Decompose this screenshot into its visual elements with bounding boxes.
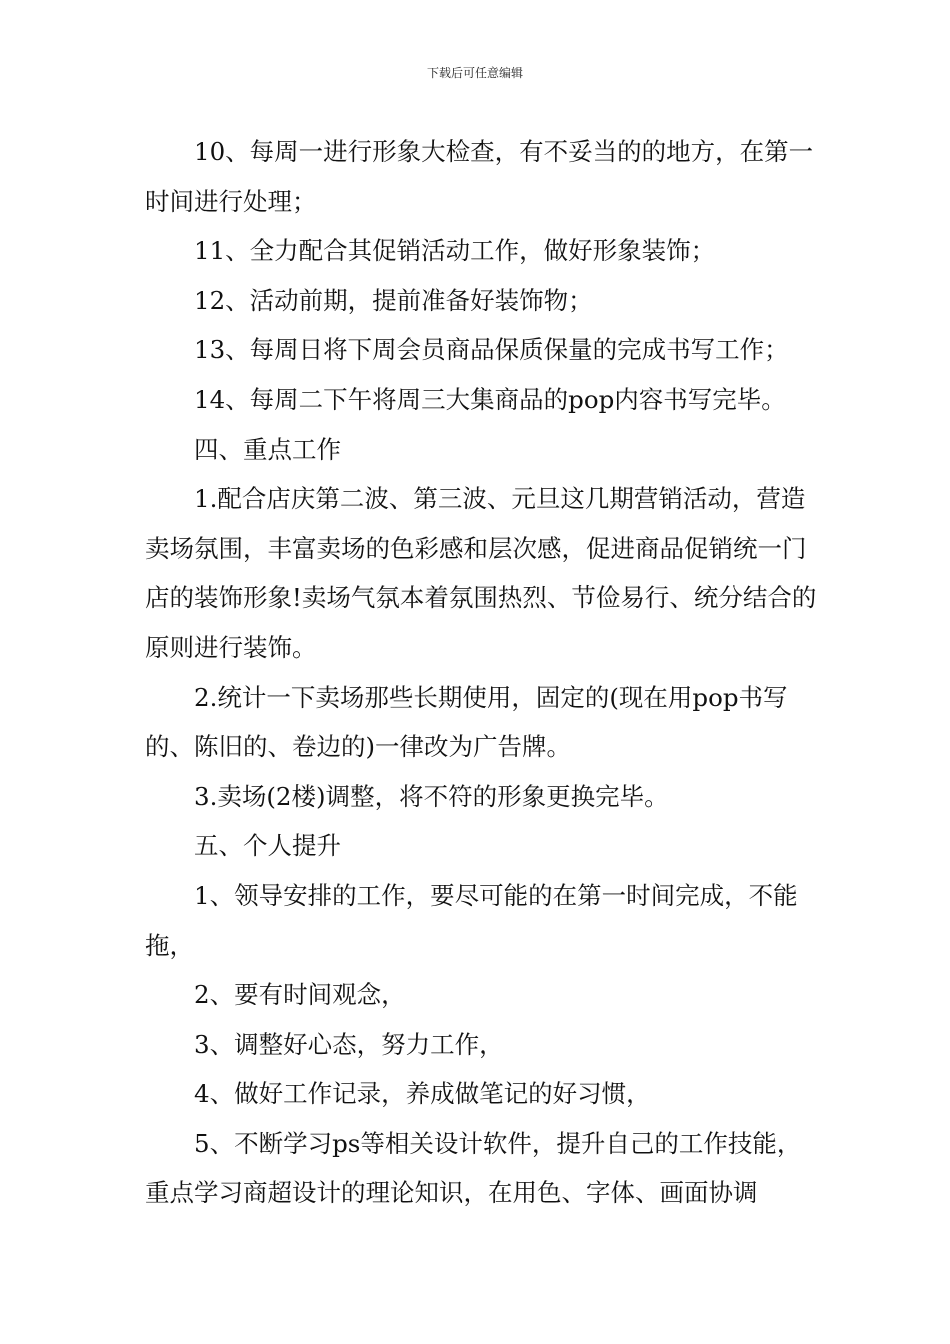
key-work-item-3: 3.卖场(2楼)调整，将不符的形象更换完毕。 bbox=[194, 781, 669, 811]
paragraph-item-10: 10、每周一进行形象大检查，有不妥当的的地方，在第一时间进行处理； bbox=[145, 137, 814, 216]
personal-growth-item-2: 2、要有时间观念， bbox=[194, 980, 406, 1010]
paragraph-item-14: 14、每周二下午将周三大集商品的pop内容书写完毕。 bbox=[194, 384, 786, 414]
personal-growth-item-3: 3、调整好心态，努力工作， bbox=[194, 1029, 504, 1059]
section-heading-personal-growth: 五、个人提升 bbox=[194, 831, 341, 861]
document-body bbox=[145, 127, 825, 1218]
key-work-item-1: 1.配合店庆第二波、第三波、元旦这几期营销活动，营造卖场氛围，丰富卖场的色彩感和层次感，促进商品促销统一门店的装饰形象!卖场气氛本着氛围热烈、节俭易行、统分结合的原则进行装饰。 bbox=[145, 484, 817, 662]
page-header: 下载后可任意编辑 bbox=[426, 66, 523, 80]
paragraph-item-13: 13、每周日将下周会员商品保质保量的完成书写工作； bbox=[194, 335, 789, 365]
paragraph-item-11: 11、全力配合其促销活动工作，做好形象装饰； bbox=[194, 236, 716, 266]
personal-growth-item-1: 1、领导安排的工作，要尽可能的在第一时间完成，不能拖， bbox=[145, 880, 798, 960]
personal-growth-item-4: 4、做好工作记录，养成做笔记的好习惯， bbox=[194, 1079, 651, 1109]
section-heading-key-work: 四、重点工作 bbox=[194, 434, 341, 464]
key-work-item-2: 2.统计一下卖场那些长期使用，固定的(现在用pop书写的、陈旧的、卷边的)一律改为广告牌。 bbox=[145, 682, 788, 762]
paragraph-item-12: 12、活动前期，提前准备好装饰物； bbox=[194, 285, 593, 315]
personal-growth-item-5: 5、不断学习ps等相关设计软件，提升自己的工作技能，重点学习商超设计的理论知识，在用色、字体、画面协调 bbox=[145, 1128, 802, 1208]
